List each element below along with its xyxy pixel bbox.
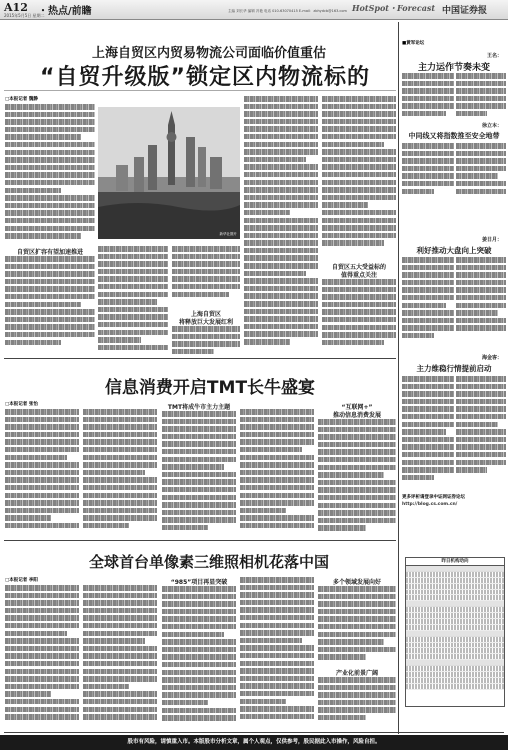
commentary-2-text-a (402, 143, 454, 195)
page-number: A12 (4, 1, 28, 14)
bottom-story-column-5 (318, 586, 396, 666)
middle-story-column-4 (240, 409, 314, 537)
commentary-4-author: 海金客： (481, 355, 502, 361)
top-story-subhead-1: 自贸区扩容有望加速推进 (16, 249, 83, 256)
story-divider-2 (4, 540, 396, 541)
top-story-column-1 (5, 104, 95, 244)
commentary-4-text-b (456, 376, 506, 488)
bottom-story-column-2 (83, 585, 157, 729)
commentary-4-title: 主力维稳行情提前启动 (416, 364, 492, 373)
top-story-subhead-2: 上海自贸区 (190, 311, 221, 318)
forum-section-tag: ■黄军论坛 (402, 41, 425, 46)
top-story-kicker: 上海自贸区内贸易物流公司面临价值重估 (91, 46, 326, 61)
top-story-subhead-2b: 将释放巨大发展红利 (178, 319, 233, 326)
bottom-story-column-1 (5, 585, 79, 729)
top-story-subhead-3b: 值得重点关注 (340, 272, 377, 279)
bottom-story-column-5b (318, 677, 396, 729)
newspaper-logo: 中国证券报 (442, 6, 488, 16)
bottom-story-subhead-1: “985”项目再显突破 (170, 579, 228, 586)
forum-url[interactable]: http://blog.cs.com.cn/ (402, 502, 458, 507)
right-column-divider (398, 22, 399, 734)
middle-story-column-2 (83, 409, 157, 537)
commentary-3-author: 姜日月： (481, 237, 502, 243)
middle-story-subhead-3: 推动信息消费发展 (332, 412, 381, 419)
top-story-column-3 (172, 246, 240, 306)
middle-story-column-1 (5, 409, 79, 537)
commentary-2-text-b (456, 143, 506, 195)
bottom-rule (4, 732, 504, 733)
middle-story-column-5 (318, 419, 396, 537)
top-story-column-3b (172, 326, 240, 354)
commentary-1-text-b (456, 73, 506, 117)
table-row (406, 595, 504, 601)
top-story-photo (98, 107, 240, 239)
top-story-column-2 (98, 246, 168, 354)
commentary-4-text-a (402, 376, 454, 488)
table-title: 昨日机构动向 (406, 558, 504, 566)
middle-story-headline: 信息消费开启TMT长牛盛宴 (104, 378, 316, 398)
bottom-story-subhead-3: 产业化前景广阔 (335, 670, 378, 677)
top-story-column-5 (322, 96, 396, 258)
page-masthead (0, 0, 508, 20)
institution-moves-table (405, 557, 505, 707)
skyline-illustration (98, 107, 240, 239)
top-story-headline: “自贸升级版”锁定区内物流标的 (40, 65, 370, 90)
commentary-1-title: 主力运作节奏未变 (417, 63, 490, 73)
table-row (406, 684, 504, 690)
bottom-story-byline: □本报记者 李阳 (5, 578, 38, 583)
middle-story-column-3 (162, 411, 236, 537)
commentary-3-text-a (402, 257, 454, 341)
top-story-column-1b (5, 256, 95, 354)
section-name: ・热点/前瞻 (38, 6, 92, 17)
bottom-story-subhead-2: 多个领域发展向好 (332, 579, 381, 586)
photo-credit: 新华社图片 (219, 232, 237, 236)
table-row (406, 625, 504, 631)
issue-date: 2015年5月5日 星期二 (4, 13, 45, 18)
bottom-story-column-3 (162, 586, 236, 729)
editor-info: 主编 刘长华 编辑 冯艳 电话 010-63070415 E-mail：zbhydcb@163.com (228, 9, 347, 13)
section-english-title: HotSpot・Forecast (352, 3, 436, 13)
top-story-column-4 (244, 96, 318, 354)
commentary-2-title: 中同线又将指数推至安全地带 (408, 132, 500, 140)
top-story-byline: □本报记者 魏静 (5, 97, 38, 102)
top-story-subhead-3: 自贸区五大受益标的 (331, 264, 386, 271)
commentary-1-author: 王名： (486, 53, 502, 59)
risk-disclaimer-bar: 股市有风险，请慎重入市。本版股市分析文章，属个人观点，仅供参考，股民据此入市操作，风险自担。 (0, 735, 508, 750)
commentary-3-title: 利好推动大盘向上突破 (416, 246, 492, 255)
middle-story-subhead-2: “互联网+” (341, 404, 373, 411)
top-story-column-5b (322, 279, 396, 354)
story-divider-1 (4, 358, 396, 359)
more-commentary-note: 更多评析请登录中证网证券论坛 (402, 495, 465, 500)
bottom-story-column-4 (240, 577, 314, 729)
commentary-1-text-a (402, 73, 454, 117)
commentary-3-text-b (456, 257, 506, 341)
middle-story-byline: □本报记者 张怡 (5, 402, 38, 407)
top-story-rule (4, 90, 396, 91)
bottom-story-headline: 全球首台单像素三维照相机花落中国 (88, 553, 329, 571)
commentary-2-author: 徐立本： (481, 123, 502, 129)
middle-story-subhead-1: TMT将成牛市主力主题 (167, 404, 231, 411)
table-row (406, 654, 504, 660)
